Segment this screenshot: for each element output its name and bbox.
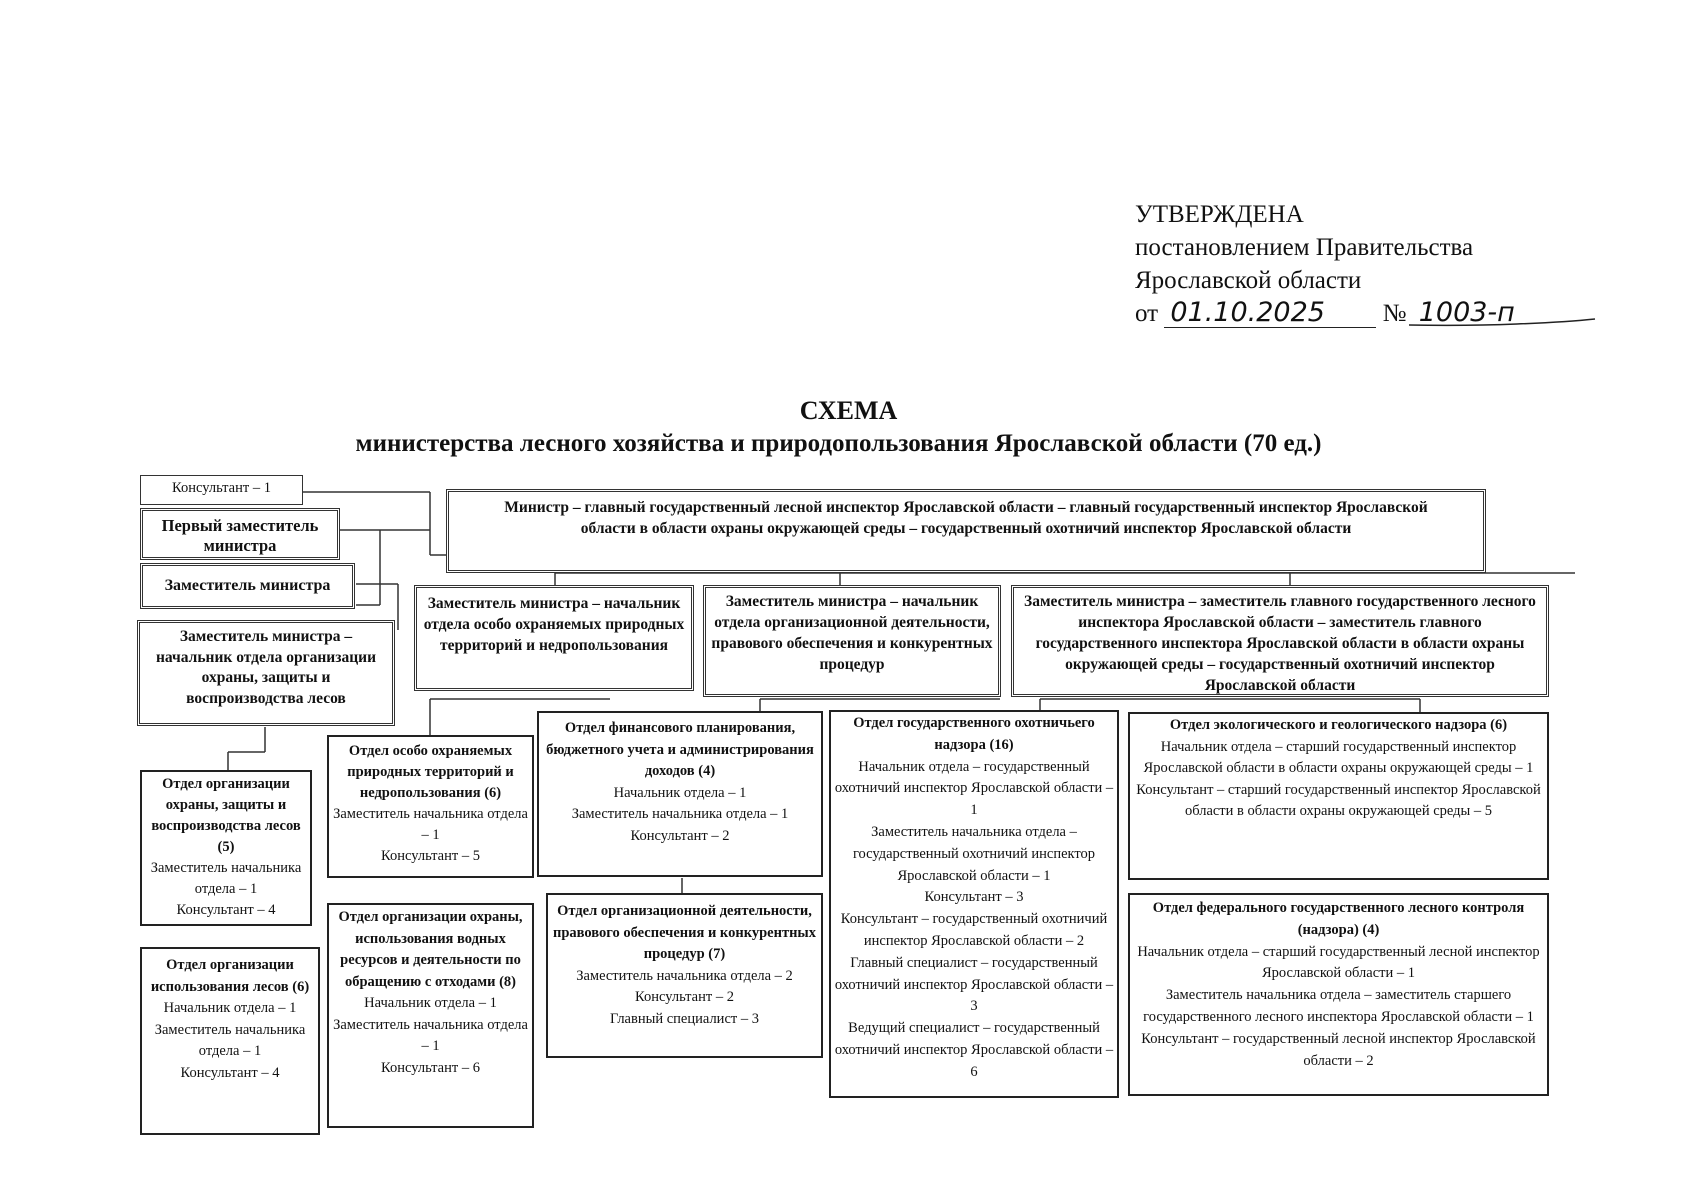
dept-finance-heading: Отдел финансового планирования, бюджетного учета и администрирования доходов (4) xyxy=(546,720,814,779)
dept-protected-areas-staff: Заместитель начальника отдела – 1 Консультант – 5 xyxy=(333,806,528,864)
approval-stamp: УТВЕРЖДЕНА xyxy=(1135,201,1304,228)
dept-org-heading: Отдел организационной деятельности, правового обеспечения и конкурентных процедур (7) xyxy=(553,903,816,962)
approval-number-label: № xyxy=(1382,300,1407,327)
box-dept-protected-areas xyxy=(327,735,534,878)
approval-line-3: Ярославской области xyxy=(1135,267,1362,294)
approval-from-label: от xyxy=(1135,300,1159,327)
dept-ecology-staff: Начальник отдела – старший государственный инспектор Ярославской области в области охраны окружающей среды – 1 Консультант – старший государственный инспектор Ярославской области в области охраны окружающей среды – 5 xyxy=(1136,738,1541,819)
box-consultant-text: Консультант – 1 xyxy=(172,480,271,496)
dept-water-heading: Отдел организации охраны, использования водных ресурсов и деятельности по обращению с отходами (8) xyxy=(338,909,523,990)
approval-number: 1003-п xyxy=(1418,297,1515,328)
box-first-deputy xyxy=(140,508,340,560)
dept-forest-protection-heading: Отдел организации охраны, защиты и воспроизводства лесов (5) xyxy=(151,776,301,855)
dept-federal-forest-staff: Начальник отдела – старший государственный лесной инспектор Ярославской области – 1 Заместитель начальника отдела – заместитель старшего государственного лесного инспектора Ярославской области – 1 Консультант – государственный лесной инспектор Ярославской области – 2 xyxy=(1137,943,1540,1069)
page-subtitle: министерства лесного хозяйства и природопользования Ярославской области (70 ед.) xyxy=(355,430,1322,457)
page-title: СХЕМА xyxy=(799,396,898,425)
box-dept-water xyxy=(327,903,534,1128)
dept-hunting-heading: Отдел государственного охотничьего надзора (16) xyxy=(853,715,1095,753)
box-deputy-forest xyxy=(137,620,395,726)
box-minister xyxy=(446,489,1486,573)
dept-org-staff: Заместитель начальника отдела – 2 Консультант – 2 Главный специалист – 3 xyxy=(576,967,793,1027)
box-first-deputy-text: Первый заместитель министра xyxy=(161,516,319,555)
box-dept-federal-forest xyxy=(1128,893,1549,1096)
dept-finance-staff: Начальник отдела – 1 Заместитель начальника отдела – 1 Консультант – 2 xyxy=(571,784,789,844)
box-consultant xyxy=(140,475,303,505)
box-dept-hunting xyxy=(829,710,1119,1098)
dept-forest-use-heading: Отдел организации использования лесов (6) xyxy=(150,957,310,995)
box-dept-org xyxy=(546,893,823,1058)
dept-ecology-heading: Отдел экологического и геологического надзора (6) xyxy=(1169,717,1508,733)
dept-protected-areas-heading: Отдел особо охраняемых природных территорий и недропользования (6) xyxy=(347,743,514,801)
box-dept-ecology xyxy=(1128,712,1549,880)
box-deputy-inspector xyxy=(1011,585,1549,697)
dept-hunting-staff: Начальник отдела – государственный охотничий инспектор Ярославской области – 1 Заместитель начальника отдела – государственный охотничий инспектор Ярославской области – 1 Консультант – 3 Консультант – государственный охотничий инспектор Ярославской области – 2 Главный специалист – государственный охотничий инспектор Ярославской области – 3 Ведущий специалист – государственный охотничий инспектор Ярославской области – 6 xyxy=(834,758,1114,1080)
box-dept-finance xyxy=(537,711,823,877)
box-deputy-org-text: Заместитель министра – начальник отдела организационной деятельности, правового обеспечения и конкурентных процедур xyxy=(711,593,993,673)
dept-forest-use-staff: Начальник отдела – 1 Заместитель начальника отдела – 1 Консультант – 4 xyxy=(154,1000,306,1081)
box-deputy xyxy=(140,563,355,609)
box-deputy-text: Заместитель министра xyxy=(164,577,331,594)
approval-date: 01.10.2025 xyxy=(1164,299,1376,328)
box-dept-forest-protection xyxy=(140,770,312,926)
box-deputy-org xyxy=(703,585,1001,697)
box-deputy-protected xyxy=(414,585,694,691)
box-deputy-inspector-text: Заместитель министра – заместитель главного государственного лесного инспектора Ярославской области – заместитель главного государственного инспектора Ярославской области в области охраны окружающей среды – государственный охотничий инспектор Ярославской области xyxy=(1024,593,1536,694)
box-deputy-forest-text: Заместитель министра – начальник отдела организации охраны, защиты и воспроизводства лесов xyxy=(155,628,377,707)
box-dept-forest-use xyxy=(140,947,320,1135)
box-minister-text: Министр – главный государственный лесной инспектор Ярославской области – главный государственный инспектор Ярославской области в области охраны окружающей среды – государственный охотничий инспектор Ярославской области xyxy=(504,499,1428,537)
approval-line-2: постановлением Правительства xyxy=(1135,234,1474,261)
dept-federal-forest-heading: Отдел федерального государственного лесного контроля (надзора) (4) xyxy=(1152,900,1525,938)
dept-water-staff: Начальник отдела – 1 Заместитель начальника отдела – 1 Консультант – 6 xyxy=(333,995,528,1076)
box-deputy-protected-text: Заместитель министра – начальник отдела особо охраняемых природных территорий и недропользования xyxy=(423,595,685,654)
dept-forest-protection-staff: Заместитель начальника отдела – 1 Консультант – 4 xyxy=(150,860,302,918)
